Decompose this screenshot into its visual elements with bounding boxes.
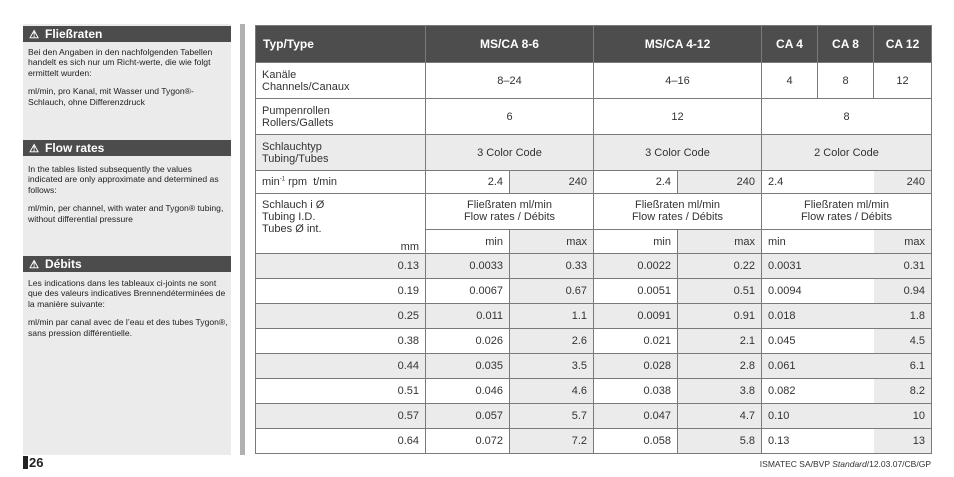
value-cell: 8 [762, 99, 932, 135]
table-cell: 0.91 [678, 304, 762, 329]
table-header-row [256, 26, 932, 63]
empty-cell [818, 171, 874, 194]
table-cell: 0.10 [762, 404, 818, 429]
flow-rate-heading: Fließraten ml/min Flow rates / Débits [762, 194, 932, 230]
table-cell: 2.8 [678, 354, 762, 379]
table-row [256, 404, 932, 429]
table-cell: 0.082 [762, 379, 818, 404]
table-cell: 0.13 [762, 429, 818, 454]
table-cell: 0.0051 [594, 279, 678, 304]
empty-cell [818, 329, 874, 354]
max-label: max [510, 230, 594, 254]
table-cell: 8.2 [874, 379, 932, 404]
row-label: Pumpenrollen Rollers/Gallets [256, 99, 426, 135]
empty-cell [818, 404, 874, 429]
paragraph: ml/min par canal avec de l’eau et des tubes Tygon®, sans pression différentielle. [28, 317, 228, 338]
table-cell: 0.021 [594, 329, 678, 354]
sidebar-divider [240, 24, 245, 455]
table-cell: 0.061 [762, 354, 818, 379]
table-cell: 0.51 [678, 279, 762, 304]
table-cell: 2.1 [678, 329, 762, 354]
empty-cell [818, 429, 874, 454]
table-cell: 0.038 [594, 379, 678, 404]
table-cell: 0.058 [594, 429, 678, 454]
table-cell: 0.38 [256, 329, 426, 354]
sidebar [23, 24, 231, 455]
table-row [256, 429, 932, 454]
table-cell: 0.018 [762, 304, 818, 329]
table-cell: 0.0094 [762, 279, 818, 304]
rpm-row [256, 171, 932, 194]
table-cell: 0.0091 [594, 304, 678, 329]
empty-cell [818, 354, 874, 379]
section-title: Flow rates [45, 141, 105, 155]
section-header-debits [23, 256, 231, 272]
table-cell: 0.072 [426, 429, 510, 454]
table-cell: 0.045 [762, 329, 818, 354]
empty-cell [818, 230, 874, 254]
value-cell: 8–24 [426, 63, 594, 99]
min-label: min [426, 230, 510, 254]
table-row [256, 304, 932, 329]
max-label: max [678, 230, 762, 254]
empty-cell [818, 279, 874, 304]
table-cell: 4.6 [510, 379, 594, 404]
value-cell: 12 [874, 63, 932, 99]
table-cell: 1.1 [510, 304, 594, 329]
header-ca-8: CA 8 [818, 26, 874, 63]
table-row [256, 254, 932, 279]
header-ca-4: CA 4 [762, 26, 818, 63]
page-marker [23, 456, 28, 469]
empty-cell [818, 304, 874, 329]
value-cell: 3 Color Code [594, 135, 762, 171]
value-cell: 2.4 [426, 171, 510, 194]
value-cell: 2.4 [594, 171, 678, 194]
table-cell: 0.026 [426, 329, 510, 354]
table-row [256, 379, 932, 404]
table-cell: 7.2 [510, 429, 594, 454]
max-label: max [874, 230, 932, 254]
unit-mm: mm [400, 241, 419, 253]
section-header-flow-rates [23, 140, 231, 156]
table-cell: 13 [874, 429, 932, 454]
row-label: $\min^{-1}$ rpm t/min [256, 171, 426, 194]
section-title: Débits [45, 257, 82, 271]
min-label: min [594, 230, 678, 254]
table-cell: 0.64 [256, 429, 426, 454]
table-cell: 3.8 [678, 379, 762, 404]
row-label: Kanäle Channels/Canaux [256, 63, 426, 99]
section-body-fliessraten [28, 47, 228, 115]
value-cell: 240 [678, 171, 762, 194]
tube-diameter-label: Schlauch i Ø Tubing I.D. Tubes Ø int. mm [256, 194, 426, 254]
paragraph: ml/min, per channel, with water and Tygon® tubing, without differential pressure [28, 203, 224, 224]
empty-cell [818, 379, 874, 404]
paragraph: Bei den Angaben in den nachfolgenden Tabellen handelt es sich nur um Richt-werte, die wie folgt ermittelt wurden: [28, 47, 213, 78]
table-cell: 0.0022 [594, 254, 678, 279]
flow-rate-heading: Fließraten ml/min Flow rates / Débits [426, 194, 594, 230]
table-cell: 4.5 [874, 329, 932, 354]
warning-icon: ⚠ [29, 259, 39, 271]
table-cell: 0.25 [256, 304, 426, 329]
table-cell: 6.1 [874, 354, 932, 379]
table-cell: 0.057 [426, 404, 510, 429]
flow-header-row [256, 194, 932, 230]
table-cell: 0.19 [256, 279, 426, 304]
header-ms-ca-8-6: MS/CA 8-6 [426, 26, 594, 63]
value-cell: 240 [510, 171, 594, 194]
table-cell: 10 [874, 404, 932, 429]
table-cell: 0.33 [510, 254, 594, 279]
table-cell: 0.011 [426, 304, 510, 329]
table-cell: 0.44 [256, 354, 426, 379]
table-row [256, 329, 932, 354]
row-label: Schlauchtyp Tubing/Tubes [256, 135, 426, 171]
empty-cell [818, 254, 874, 279]
header-type: Typ/Type [256, 26, 426, 63]
table-cell: 0.0067 [426, 279, 510, 304]
value-cell: 12 [594, 99, 762, 135]
channels-row [256, 63, 932, 99]
table-cell: 0.31 [874, 254, 932, 279]
table-row [256, 354, 932, 379]
table-cell: 0.51 [256, 379, 426, 404]
value-cell: 8 [818, 63, 874, 99]
section-header-fliessraten [23, 26, 231, 42]
value-cell: 4 [762, 63, 818, 99]
section-body-debits [28, 278, 228, 346]
warning-icon: ⚠ [29, 29, 39, 41]
document-reference: ISMATEC SA/BVP Standard/12.03.07/CB/GP [759, 459, 931, 469]
table-cell: 3.5 [510, 354, 594, 379]
table-cell: 0.0033 [426, 254, 510, 279]
table-cell: 0.22 [678, 254, 762, 279]
page-number: 26 [23, 455, 43, 470]
warning-icon: ⚠ [29, 143, 39, 155]
table-cell: 0.67 [510, 279, 594, 304]
paragraph: ml/min, pro Kanal, mit Wasser und Tygon®-Schlauch, ohne Differenzdruck [28, 86, 194, 107]
table-cell: 0.57 [256, 404, 426, 429]
section-body-flow-rates [28, 164, 228, 232]
table-cell: 0.028 [594, 354, 678, 379]
table-cell: 0.0031 [762, 254, 818, 279]
table-cell: 4.7 [678, 404, 762, 429]
value-cell: 2.4 [762, 171, 818, 194]
rollers-row [256, 99, 932, 135]
table-cell: 0.047 [594, 404, 678, 429]
paragraph: Les indications dans les tableaux ci-joints ne sont que des valeurs indicatives Brennendéterminées de la manière suivante: [28, 278, 226, 309]
value-cell: 240 [874, 171, 932, 194]
value-cell: 6 [426, 99, 594, 135]
header-ca-12: CA 12 [874, 26, 932, 63]
paragraph: In the tables listed subsequently the values indicated are only approximate and determined as follows: [28, 164, 219, 195]
tubing-type-row [256, 135, 932, 171]
table-cell: 0.13 [256, 254, 426, 279]
table-cell: 1.8 [874, 304, 932, 329]
table-cell: 0.035 [426, 354, 510, 379]
value-cell: 2 Color Code [762, 135, 932, 171]
table-cell: 2.6 [510, 329, 594, 354]
table-cell: 5.8 [678, 429, 762, 454]
table-row [256, 279, 932, 304]
header-ms-ca-4-12: MS/CA 4-12 [594, 26, 762, 63]
table-cell: 0.046 [426, 379, 510, 404]
table-cell: 5.7 [510, 404, 594, 429]
flow-rate-table [255, 25, 932, 454]
section-title: Fließraten [45, 27, 103, 41]
table-cell: 0.94 [874, 279, 932, 304]
min-label: min [762, 230, 818, 254]
value-cell: 3 Color Code [426, 135, 594, 171]
flow-rate-heading: Fließraten ml/min Flow rates / Débits [594, 194, 762, 230]
value-cell: 4–16 [594, 63, 762, 99]
